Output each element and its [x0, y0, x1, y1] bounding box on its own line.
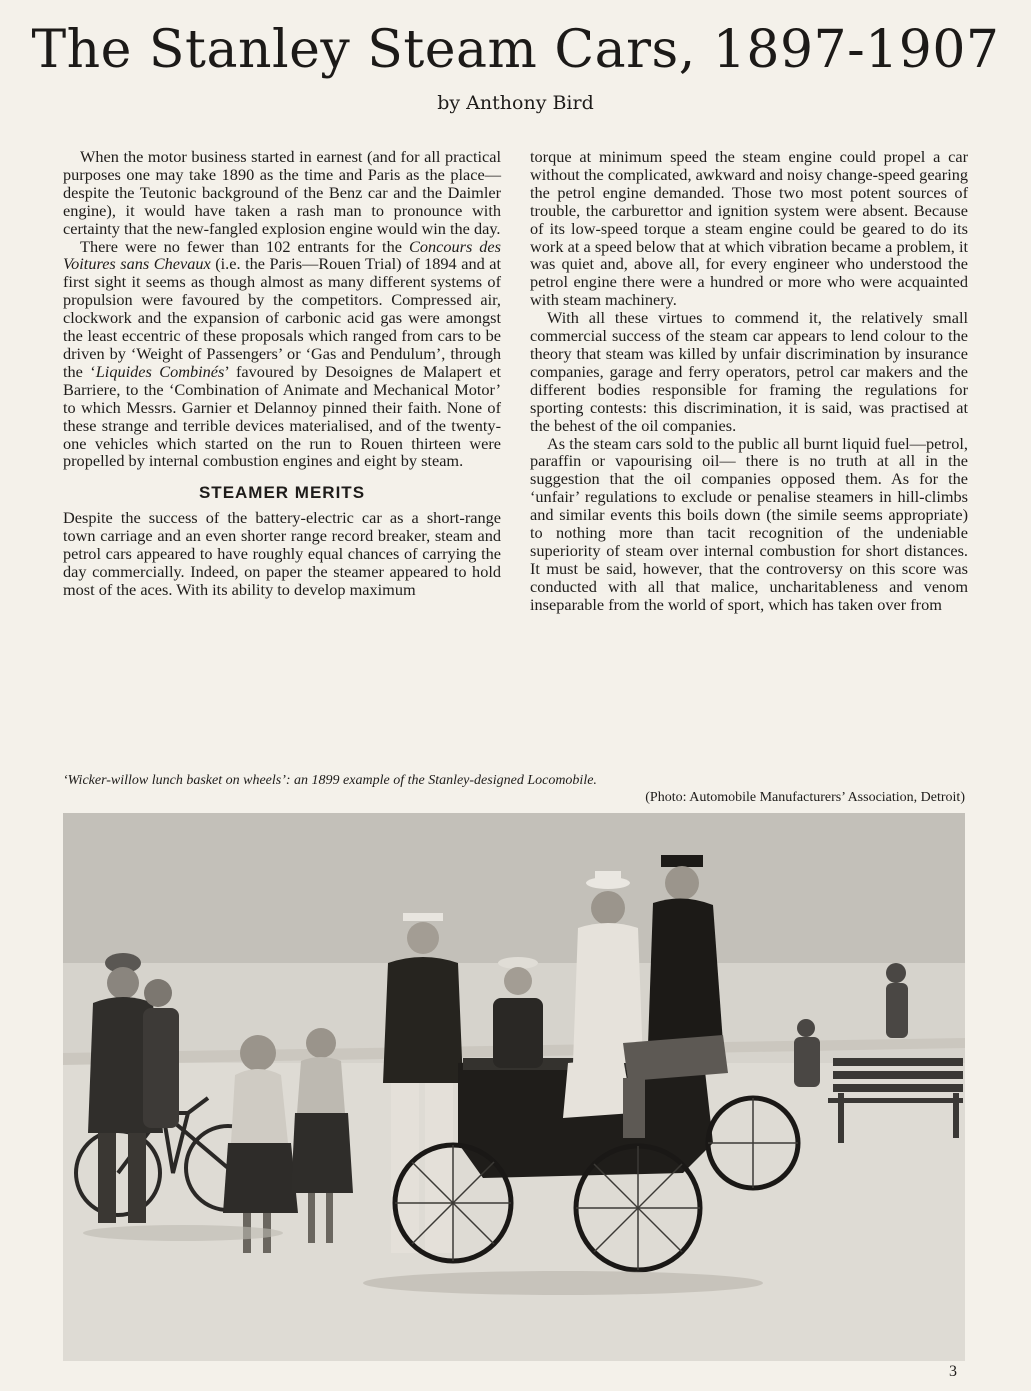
- paragraph: [63, 238, 501, 471]
- italic-term: Concours des Voitures sans Chevaux: [63, 236, 501, 274]
- paragraph: Despite the success of the battery-electric car as a short-range town carriage and an even shorter range record breaker, steam and petrol cars appeared to have roughly equal chances of carrying the day commercially. Indeed, on paper the steamer appeared to hold most of the aces. With its ability to develop maximum: [63, 508, 501, 599]
- section-subhead: STEAMER MERITS: [198, 483, 366, 503]
- paragraph: As the steam cars sold to the public all burnt liquid fuel—petrol, paraffin or vapourising oil— there is no truth at all in the suggestion that the oil companies opposed them. As for the ‘unfair’ regulations to exclude or penalise steamers in hill-climbs and similar events this boils down (the simile seems appropriate) to nothing more than tacit recognition of the undeniable superiority of steam over internal combustion for short distances. It must be said, however, that the controversy on this score was conducted with all that malice, uncharitableness and venom inseparable from the world of sport, which has taken over from: [530, 433, 968, 614]
- paragraph: torque at minimum speed the steam engine could propel a car without the complicated, awkward and noisy change-speed gearing the petrol engine demanded. Those two most potent sources of trouble, the carburettor and ignition system were absent. Because of its low-speed torque a steam engine could be geared to do its work at a speed below that at which vibration became a problem, it was quiet and, above all, for every engineer who understood the petrol engine there were a hundred or more who were acquainted with steam machinery.: [530, 147, 968, 310]
- photo-caption: [63, 772, 965, 806]
- right-column: [530, 148, 968, 614]
- article-byline: by Anthony Bird: [437, 92, 594, 114]
- caption-text: ‘Wicker-willow lunch basket on wheels’: an 1899 example of the Stanley-designed Locomobile.: [63, 773, 597, 788]
- photo-illustration: [63, 813, 965, 1361]
- article-title: The Stanley Steam Cars, 1897-1907: [31, 20, 1000, 80]
- text-run: There were no fewer than 102 entrants for the: [80, 236, 409, 256]
- photograph-steam-car-1899: [63, 813, 965, 1361]
- paragraph: When the motor business started in earnest (and for all practical purposes one may take 1890 as the time and Paris as the place—despite the Teutonic background of the Benz car and the Daimler engine), it would have taken a rash man to pronounce with certainty that the new-fangled explosion engine would win the day.: [63, 147, 501, 238]
- italic-term: Liquides Combinés: [95, 361, 225, 381]
- left-column: [63, 148, 501, 599]
- text-run: ’ favoured by Desoignes de Malapert et Barriere, to the ‘Combination of Animate and Mechanical Motor’ to which Messrs. Garnier et Delannoy pinned their faith. None of these strange and terrible devices materialised, and of the twenty-one vehicles which started on the run to Rouen thirteen were propelled by internal combustion engines and eight by steam.: [63, 361, 501, 471]
- text-run: (i.e. the Paris—Rouen Trial) of 1894 and at first sight it seems as though almost as many different systems of propulsion were favoured by the competitors. Compressed air, clockwork and the expansion of carbonic acid gas were amongst the least eccentric of these proposals which ranged from cars to be driven by ‘Weight of Passengers’ or ‘Gas and Pendulum’, through the ‘: [63, 254, 501, 381]
- page-number: 3: [949, 1363, 957, 1380]
- paragraph: With all these virtues to commend it, the relatively small commercial success of the steam car appears to lend colour to the theory that steam was killed by unfair discrimination by insurance companies, garage and ferry operators, petrol car makers and the different bodies responsible for framing the regulations for sporting contests: this discrimination, it is said, was practised at the behest of the oil companies.: [530, 308, 968, 435]
- photo-credit: (Photo: Automobile Manufacturers’ Association, Detroit): [645, 790, 965, 805]
